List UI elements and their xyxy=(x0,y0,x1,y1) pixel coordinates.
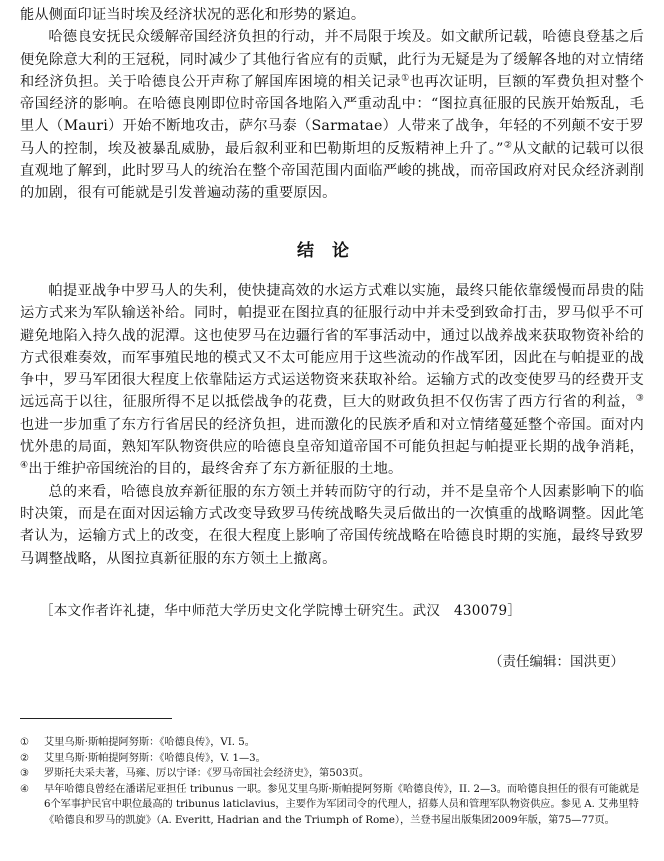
editor-note: （责任编辑：国洪更） xyxy=(489,654,624,670)
footnote-marker[interactable]: ② xyxy=(503,140,513,151)
body-text-top xyxy=(20,4,644,205)
paragraph-segment: 也再次证明，巨额的军费负担对整个帝国经济的影响。在哈德良刚即位时帝国各地陷入严重动乱中：“图拉真征服的民族开始叛乱，毛里人（Mauri）开始不断地攻击，萨尔马泰（Sarmatae）人带来了战争，年轻的不列颠不安于罗马人的控制，埃及被暴乱威胁，最后叙利亚和巴勒斯坦的反叛精神上升了。” xyxy=(20,73,645,157)
paragraph-conclusion-2 xyxy=(20,481,644,570)
footnote-number: ② xyxy=(20,752,30,764)
paragraph-segment: 也进一步加重了东方行省居民的经济负担，进而激化的民族矛盾和对立情绪蔓延整个帝国。面对内忧外患的局面，熟知军队物资供应的哈德良皇帝知道帝国不可能负担起与帕提亚长期的战争消耗， xyxy=(20,416,644,456)
footnote-text: 罗斯托夫采夫著，马雍、厉以宁译：《罗马帝国社会经济史》，第503页。 xyxy=(44,768,370,780)
footnote-item xyxy=(20,782,644,829)
footnote-number: ① xyxy=(20,737,30,748)
paragraph-hadrian-relief xyxy=(20,26,644,204)
paragraph-text: 能从侧面印证当时埃及经济状况的恶化和形势的紧迫。 xyxy=(20,7,366,23)
footnote-text: 艾里乌斯·斯帕提阿努斯：《哈德良传》，V. 1—3。 xyxy=(44,752,266,764)
footnote-item xyxy=(20,735,644,751)
footnote-text: 艾里乌斯·斯帕提阿努斯：《哈德良传》，VI. 5。 xyxy=(44,737,255,748)
footnote-marker[interactable]: ③ xyxy=(635,393,644,404)
footnote-marker[interactable]: ① xyxy=(401,73,410,84)
body-text-conclusion xyxy=(20,280,644,570)
footnote-marker[interactable]: ④ xyxy=(20,460,29,471)
paragraph-segment: 总的来看，哈德良放弃新征服的东方领土并转而防守的行动，并不是皇帝个人因素影响下的临时决策，而是在面对因运输方式改变导致罗马传统战略失灵后做出的一次慎重的战略调整。因此笔者认为，运输方式上的改变，在很大程度上影响了帝国传统战略在哈德良时期的实施，最终导致罗马调整战略，从图拉真新征服的东方领土上撤离。 xyxy=(20,483,644,567)
footnote-divider xyxy=(20,718,172,719)
section-heading: 结论 xyxy=(297,241,367,261)
footnote-number: ④ xyxy=(20,783,30,795)
paragraph-segment: 哈德良安抚民众缓解帝国经济负担的行动，并不局限于埃及。如文献所记载，哈德良登基之后便免除意大利的王冠税，同时减少了其他行省应有的贡赋，此行为无疑是为了缓解各地的对立情绪和经济负担。关于哈德良公开声称了解国库困境的相关记录 xyxy=(20,29,644,90)
paragraph-segment: 出于维护帝国统治的目的，最终舍弃了东方新征服的土地。 xyxy=(28,461,403,478)
paragraph-conclusion-1 xyxy=(20,280,644,481)
footnote-item xyxy=(20,751,644,767)
footnotes xyxy=(20,735,644,829)
footnote-number: ③ xyxy=(20,768,30,780)
paragraph-segment: 从文献的记载可以很直观地了解到，此时罗马人的统治在整个帝国范围内面临严峻的挑战，而帝国政府对民众经济剥削的加剧，很有可能就是引发普遍动荡的重要原因。 xyxy=(20,140,644,202)
paragraph-continued xyxy=(20,4,644,26)
footnote-text: 早年哈德良曾经在潘诺尼亚担任 tribunus 一职。参见艾里乌斯·斯帕提阿努斯《哈德良传》，II. 2—3。而哈德良担任的很有可能就是6个军事护民官中职位最高的 tribunus laticlavius，主要作为军团司令的代理人，招募人员和管理军队物资供应。参见 A. 艾弗里特《哈德良和罗马的凯旋》（A. Everitt, Hadrian and the Triumph of Rome），兰登书屋出版集团2009年版，第75—77页。 xyxy=(44,783,640,826)
footnote-item xyxy=(20,766,644,782)
paragraph-segment: 帕提亚战争中罗马人的失利，使快捷高效的水运方式难以实施，最终只能依靠缓慢而昂贵的陆运方式来为军队输送补给。同时，帕提亚在图拉真的征服行动中并未受到致命打击，罗马似乎不可避免地陷入持久战的泥潭。这也使罗马在边疆行省的军事活动中，通过以战养战来获取物资补给的方式很难奏效，而军事殖民地的模式又不太可能应用于这些流动的作战军团，因此在与帕提亚的战争中，罗马军团很大程度上依靠陆运方式运送物资来获取补给。运输方式的改变使罗马的经费开支远远高于以往，征服所得不足以抵偿战争的花费，巨大的财政负担不仅伤害了西方行省的利益， xyxy=(20,283,644,411)
author-note: ［本文作者许礼捷，华中师范大学历史文化学院博士研究生。武汉 430079］ xyxy=(40,603,522,619)
